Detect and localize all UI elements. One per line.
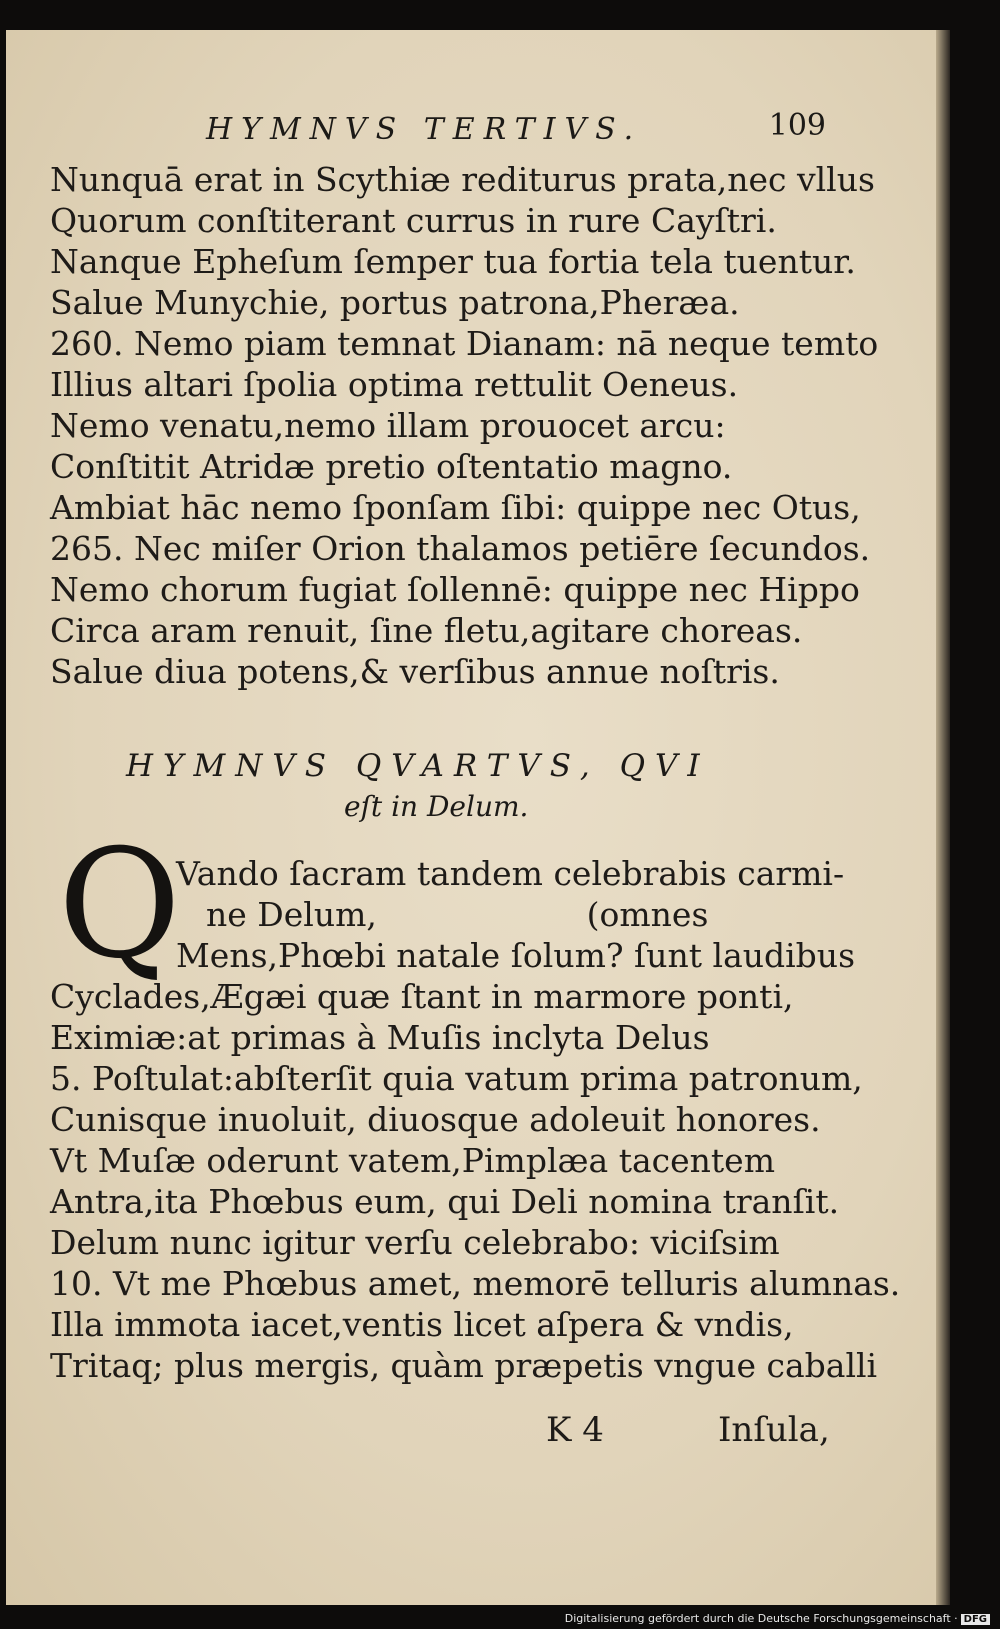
text-line: Mens,Phœbi natale ſolum? ſunt laudibus bbox=[176, 936, 855, 975]
text-line: Cunisque inuoluit, diuosque adoleuit honores. bbox=[50, 1100, 821, 1139]
text-line: 265. Nec miſer Orion thalamos petiēre ſecundos. bbox=[50, 529, 871, 568]
credit-text: Digitalisierung gefördert durch die Deutsche Forschungsgemeinschaft · bbox=[564, 1612, 958, 1625]
text-line: Nanque Epheſum ſemper tua fortia tela tuentur. bbox=[50, 242, 856, 281]
text-line: Nemo venatu,nemo illam prouocet arcu: bbox=[50, 406, 726, 445]
text-line: 10. Vt me Phœbus amet, memorē telluris alumnas. bbox=[50, 1264, 901, 1303]
text-line: Eximiæ:at primas à Muſis inclyta Delus bbox=[50, 1018, 710, 1057]
book-page bbox=[6, 30, 946, 1605]
text-line: Illius altari ſpolia optima rettulit Oeneus. bbox=[50, 365, 739, 404]
text-line: Quorum conſtiterant currus in rure Cayſtri. bbox=[50, 201, 777, 240]
running-title: HYMNVS TERTIVS. bbox=[206, 112, 643, 147]
text-line: Vando ſacram tandem celebrabis carmi- bbox=[176, 854, 845, 893]
section-title: HYMNVS QVARTVS, QVI bbox=[126, 748, 710, 784]
text-line: Cyclades,Ægæi quæ ſtant in marmore ponti, bbox=[50, 977, 794, 1016]
text-line: Nunquā erat in Scythiæ rediturus prata,nec vllus bbox=[50, 160, 875, 199]
text-line: Tritaq; plus mergis, quàm præpetis vngue caballi bbox=[50, 1346, 878, 1385]
drop-capital: Q bbox=[58, 818, 181, 992]
text-line: Salue diua potens,& verſibus annue noſtris. bbox=[50, 652, 780, 691]
text-line: Illa immota iacet,ventis licet aſpera & vndis, bbox=[50, 1305, 794, 1344]
catchword: Inſula, bbox=[718, 1410, 830, 1450]
running-header bbox=[206, 108, 826, 152]
text-line: 5. Poſtulat:abſterſit quia vatum prima patronum, bbox=[50, 1059, 863, 1098]
text-line: Circa aram renuit, ſine fletu,agitare choreas. bbox=[50, 611, 803, 650]
section-subtitle: eſt in Delum. bbox=[344, 790, 529, 823]
dfg-logo: DFG bbox=[961, 1614, 990, 1625]
text-line: Nemo chorum fugiat ſollennē: quippe nec Hippo bbox=[50, 570, 860, 609]
page-number: 109 bbox=[768, 108, 826, 143]
text-line: Salue Munychie, portus patrona,Pheræa. bbox=[50, 283, 740, 322]
text-line: Delum nunc igitur verſu celebrabo: viciſsim bbox=[50, 1223, 780, 1262]
text-line: Conſtitit Atridæ pretio oſtentatio magno. bbox=[50, 447, 733, 486]
text-line: ne Delum, (omnes bbox=[206, 895, 709, 934]
text-line: Ambiat hāc nemo ſponſam ſibi: quippe nec Otus, bbox=[50, 488, 861, 527]
page-edge-shadow bbox=[936, 30, 950, 1605]
digitization-credit bbox=[565, 1612, 990, 1625]
text-line: 260. Nemo piam temnat Dianam: nā neque temto bbox=[50, 324, 879, 363]
text-line: Antra,ita Phœbus eum, qui Deli nomina tranſit. bbox=[50, 1182, 840, 1221]
signature-mark: K 4 bbox=[546, 1410, 604, 1450]
text-line: Vt Muſæ oderunt vatem,Pimplæa tacentem bbox=[50, 1141, 775, 1180]
